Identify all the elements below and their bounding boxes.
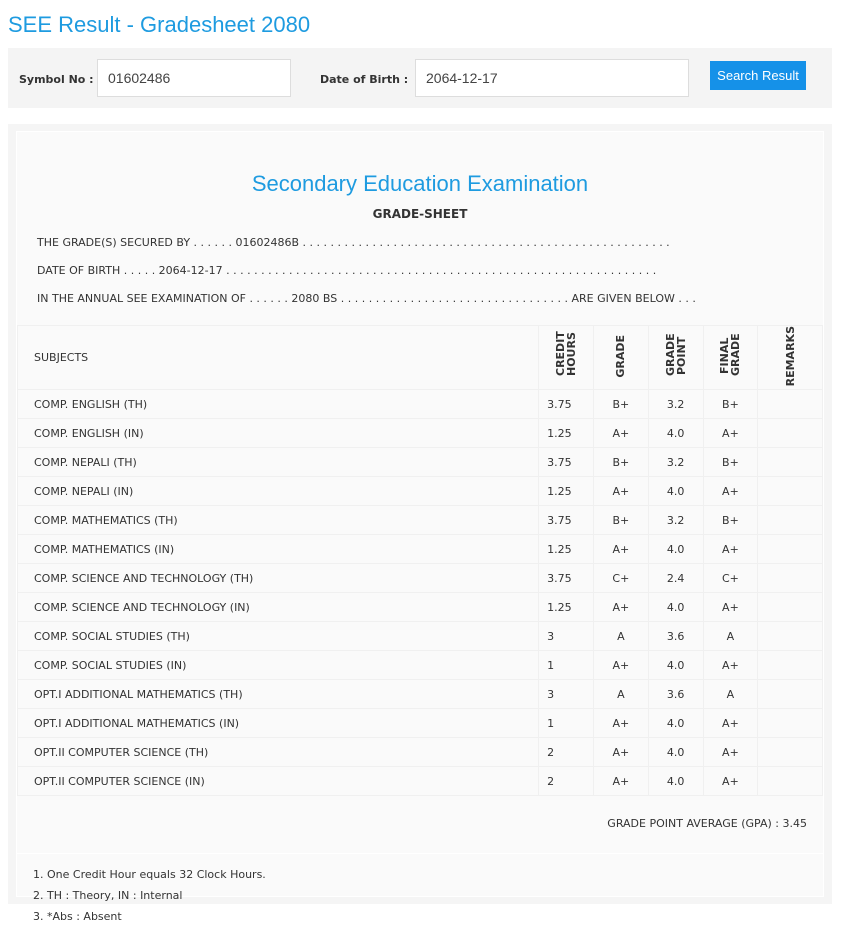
final-grade-cell: A+ bbox=[703, 477, 758, 506]
credit-hours-cell: 1.25 bbox=[539, 477, 594, 506]
grade-cell: A+ bbox=[594, 767, 649, 796]
credit-hours-cell: 1.25 bbox=[539, 419, 594, 448]
remarks-cell bbox=[758, 680, 823, 709]
subject-cell: OPT.I ADDITIONAL MATHEMATICS (TH) bbox=[18, 680, 539, 709]
notes bbox=[17, 854, 823, 927]
grade-cell: A+ bbox=[594, 477, 649, 506]
table-row bbox=[18, 448, 823, 477]
subject-cell: COMP. SOCIAL STUDIES (IN) bbox=[18, 651, 539, 680]
header-grade-point: GRADE POINT bbox=[663, 333, 688, 377]
remarks-cell bbox=[758, 738, 823, 767]
table-row bbox=[18, 564, 823, 593]
subject-cell: COMP. SCIENCE AND TECHNOLOGY (IN) bbox=[18, 593, 539, 622]
grade-point-cell: 3.2 bbox=[648, 390, 703, 419]
credit-hours-cell: 1 bbox=[539, 651, 594, 680]
grade-point-cell: 4.0 bbox=[648, 709, 703, 738]
grade-cell: B+ bbox=[594, 506, 649, 535]
table-row bbox=[18, 622, 823, 651]
grade-cell: A+ bbox=[594, 535, 649, 564]
header-subjects: SUBJECTS bbox=[18, 326, 539, 390]
page-title: SEE Result - Gradesheet 2080 bbox=[8, 12, 311, 37]
subject-cell: COMP. MATHEMATICS (IN) bbox=[18, 535, 539, 564]
remarks-cell bbox=[758, 709, 823, 738]
grade-cell: B+ bbox=[594, 448, 649, 477]
subject-cell: COMP. SCIENCE AND TECHNOLOGY (TH) bbox=[18, 564, 539, 593]
final-grade-cell: A+ bbox=[703, 419, 758, 448]
header-final-grade: FINAL GRADE bbox=[718, 333, 743, 377]
exam-line: IN THE ANNUAL SEE EXAMINATION OF . . . . . . 2080 BS . . . . . . . . . . . . . . . . . . . . . . . . . . . . . . . . . ARE GIVEN BELOW . . . bbox=[37, 292, 696, 305]
table-row bbox=[18, 767, 823, 796]
final-grade-cell: B+ bbox=[703, 390, 758, 419]
grade-point-cell: 4.0 bbox=[648, 477, 703, 506]
table-row bbox=[18, 709, 823, 738]
header-credit-hours: CREDIT HOURS bbox=[554, 331, 579, 377]
table-row bbox=[18, 419, 823, 448]
secured-by-line: THE GRADE(S) SECURED BY . . . . . . 01602486B . . . . . . . . . . . . . . . . . . . . . . . . . . . . . . . . . . . . . . . . . . . . . . . . . . . . . bbox=[37, 236, 670, 249]
final-grade-cell: A+ bbox=[703, 738, 758, 767]
remarks-cell bbox=[758, 767, 823, 796]
table-row bbox=[18, 535, 823, 564]
grade-cell: A+ bbox=[594, 738, 649, 767]
grade-point-cell: 4.0 bbox=[648, 419, 703, 448]
note: 3. *Abs : Absent bbox=[33, 910, 122, 924]
credit-hours-cell: 3 bbox=[539, 622, 594, 651]
grade-cell: A+ bbox=[594, 651, 649, 680]
symbol-input[interactable] bbox=[97, 59, 291, 97]
credit-hours-cell: 3.75 bbox=[539, 448, 594, 477]
final-grade-cell: A+ bbox=[703, 593, 758, 622]
credit-hours-cell: 1.25 bbox=[539, 593, 594, 622]
credit-hours-cell: 1.25 bbox=[539, 535, 594, 564]
grade-cell: A+ bbox=[594, 593, 649, 622]
gradesheet-heading: GRADE-SHEET bbox=[372, 207, 468, 221]
subject-cell: OPT.II COMPUTER SCIENCE (TH) bbox=[18, 738, 539, 767]
remarks-cell bbox=[758, 506, 823, 535]
subject-cell: COMP. NEPALI (TH) bbox=[18, 448, 539, 477]
remarks-cell bbox=[758, 419, 823, 448]
header-remarks: REMARKS bbox=[783, 326, 797, 387]
grade-point-cell: 3.6 bbox=[648, 680, 703, 709]
symbol-label: Symbol No : bbox=[19, 73, 94, 86]
remarks-cell bbox=[758, 651, 823, 680]
grade-cell: A bbox=[594, 680, 649, 709]
final-grade-cell: A bbox=[703, 622, 758, 651]
credit-hours-cell: 3.75 bbox=[539, 506, 594, 535]
table-row bbox=[18, 738, 823, 767]
grade-point-cell: 4.0 bbox=[648, 651, 703, 680]
table-row bbox=[18, 506, 823, 535]
subject-cell: COMP. MATHEMATICS (TH) bbox=[18, 506, 539, 535]
subject-cell: OPT.I ADDITIONAL MATHEMATICS (IN) bbox=[18, 709, 539, 738]
final-grade-cell: A+ bbox=[703, 651, 758, 680]
subject-cell: COMP. ENGLISH (TH) bbox=[18, 390, 539, 419]
note: 2. TH : Theory, IN : Internal bbox=[33, 889, 183, 903]
dob-line: DATE OF BIRTH . . . . . 2064-12-17 . . . . . . . . . . . . . . . . . . . . . . . . . . . . . . . . . . . . . . . . . . . . . . . . . . . . . . . . . . . . . . bbox=[37, 264, 657, 277]
grade-point-cell: 2.4 bbox=[648, 564, 703, 593]
remarks-cell bbox=[758, 390, 823, 419]
dob-label: Date of Birth : bbox=[320, 73, 409, 86]
remarks-cell bbox=[758, 477, 823, 506]
final-grade-cell: C+ bbox=[703, 564, 758, 593]
grade-point-cell: 4.0 bbox=[648, 767, 703, 796]
credit-hours-cell: 1 bbox=[539, 709, 594, 738]
gpa: GRADE POINT AVERAGE (GPA) : 3.45 bbox=[17, 796, 823, 854]
grade-point-cell: 3.2 bbox=[648, 506, 703, 535]
note: 1. One Credit Hour equals 32 Clock Hours. bbox=[33, 868, 266, 882]
exam-heading: Secondary Education Examination bbox=[251, 171, 589, 196]
final-grade-cell: B+ bbox=[703, 506, 758, 535]
grade-cell: A bbox=[594, 622, 649, 651]
table-header bbox=[18, 326, 823, 390]
credit-hours-cell: 2 bbox=[539, 767, 594, 796]
grade-point-cell: 3.2 bbox=[648, 448, 703, 477]
grade-point-cell: 4.0 bbox=[648, 738, 703, 767]
final-grade-cell: A+ bbox=[703, 535, 758, 564]
credit-hours-cell: 3.75 bbox=[539, 390, 594, 419]
grade-cell: B+ bbox=[594, 390, 649, 419]
grades-table bbox=[17, 325, 823, 796]
subject-cell: OPT.II COMPUTER SCIENCE (IN) bbox=[18, 767, 539, 796]
subject-cell: COMP. NEPALI (IN) bbox=[18, 477, 539, 506]
final-grade-cell: A+ bbox=[703, 709, 758, 738]
grade-cell: C+ bbox=[594, 564, 649, 593]
table-row bbox=[18, 593, 823, 622]
grade-point-cell: 4.0 bbox=[648, 593, 703, 622]
credit-hours-cell: 2 bbox=[539, 738, 594, 767]
remarks-cell bbox=[758, 622, 823, 651]
subject-cell: COMP. ENGLISH (IN) bbox=[18, 419, 539, 448]
grade-point-cell: 4.0 bbox=[648, 535, 703, 564]
search-result-button[interactable]: Search Result bbox=[710, 61, 806, 90]
gradesheet-card bbox=[8, 124, 832, 924]
dob-input[interactable] bbox=[415, 59, 689, 97]
grade-cell: A+ bbox=[594, 709, 649, 738]
header-grade: GRADE bbox=[614, 334, 628, 378]
table-row bbox=[18, 477, 823, 506]
table-row bbox=[18, 651, 823, 680]
remarks-cell bbox=[758, 564, 823, 593]
subject-cell: COMP. SOCIAL STUDIES (TH) bbox=[18, 622, 539, 651]
search-panel bbox=[8, 48, 832, 108]
final-grade-cell: A+ bbox=[703, 767, 758, 796]
table-row bbox=[18, 390, 823, 419]
table-row bbox=[18, 680, 823, 709]
remarks-cell bbox=[758, 593, 823, 622]
credit-hours-cell: 3.75 bbox=[539, 564, 594, 593]
remarks-cell bbox=[758, 448, 823, 477]
final-grade-cell: B+ bbox=[703, 448, 758, 477]
grade-point-cell: 3.6 bbox=[648, 622, 703, 651]
final-grade-cell: A bbox=[703, 680, 758, 709]
credit-hours-cell: 3 bbox=[539, 680, 594, 709]
remarks-cell bbox=[758, 535, 823, 564]
grade-cell: A+ bbox=[594, 419, 649, 448]
